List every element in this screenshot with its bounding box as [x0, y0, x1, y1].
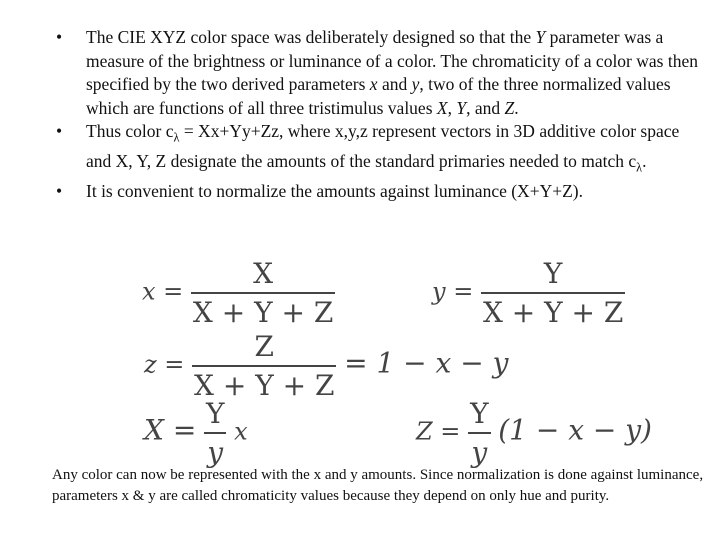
fraction-bar: [481, 292, 625, 294]
var-x: X: [436, 97, 448, 118]
var-z: Z: [504, 97, 515, 118]
bullet-item-1: [56, 26, 706, 120]
footer-text: Any color can now be represented with the x and y amounts. Since normalization is done against luminance, parameters x & y are called chromaticity values because they depend on only hue and purity.: [52, 467, 704, 504]
equation-lhs: x =: [142, 277, 184, 306]
fraction: [481, 257, 625, 329]
equation-lhs: y =: [432, 277, 474, 306]
bullet-text: , two of the three normalized values which are functions of all three tristimulus values: [86, 74, 671, 118]
denominator: X + Y + Z: [192, 296, 334, 329]
fraction-bar: [191, 292, 335, 294]
bullet-list: [56, 26, 706, 204]
equation-z: [144, 330, 508, 402]
bullet-marker: •: [56, 181, 63, 201]
bullet-text: .: [514, 97, 519, 118]
lambda-subscript: λ: [636, 160, 643, 175]
equation-x: [142, 257, 335, 329]
var-x: x: [369, 74, 378, 94]
fraction-bar: [468, 432, 490, 434]
equation-lhs: X =: [144, 413, 197, 447]
fraction: [191, 257, 335, 329]
bullet-text: The CIE XYZ color space was deliberately designed so that the: [86, 27, 536, 47]
equation-y: [432, 257, 625, 329]
numerator: Y: [470, 397, 489, 430]
bullet-text: , and: [466, 97, 505, 118]
equation-lhs: Z =: [416, 417, 461, 446]
var-y: y: [411, 74, 420, 94]
equation-big-x: [144, 397, 248, 469]
equation-lhs: z =: [144, 350, 185, 379]
fraction: [204, 397, 226, 469]
equation-big-z: [416, 397, 652, 469]
numerator: Z: [254, 330, 274, 363]
bullet-item-2: [56, 120, 706, 180]
denominator: y: [207, 436, 224, 469]
fraction-bar: [192, 365, 336, 367]
bullet-text: = Xx+Yy+Zz, where x,y,z represent vectors in 3D additive color space and X, Y, Z designate the amounts of the standard primaries needed to match c: [86, 121, 680, 171]
denominator: X + Y + Z: [194, 369, 335, 402]
equation-rhs: = 1 − x − y: [344, 346, 509, 380]
bullet-text: .: [642, 151, 647, 171]
numerator: Y: [543, 257, 563, 290]
equation-rhs: x: [234, 417, 248, 446]
var-y: Y: [456, 97, 467, 118]
fraction: [468, 397, 490, 469]
bullet-text: It is convenient to normalize the amounts against luminance (X+Y+Z).: [86, 181, 583, 201]
bullet-item-3: [56, 180, 706, 204]
bullet-marker: •: [56, 27, 63, 47]
bullet-marker: •: [56, 121, 63, 141]
bullet-text: and: [377, 74, 412, 94]
var-y: Y: [535, 27, 546, 47]
bullet-text: ,: [447, 97, 457, 118]
bullet-text: Thus color c: [86, 121, 174, 141]
equation-rhs: (1 − x − y): [498, 413, 652, 447]
lambda-subscript: λ: [173, 130, 180, 145]
denominator: y: [471, 436, 488, 469]
denominator: X + Y + Z: [482, 296, 624, 329]
numerator: X: [253, 257, 274, 290]
fraction-bar: [204, 432, 226, 434]
bullet-text: parameter was a measure of the brightness or luminance of a color. The chromaticity of a color was then specified by the two derived parameters: [86, 27, 698, 94]
numerator: Y: [205, 397, 225, 430]
fraction: [192, 330, 336, 402]
